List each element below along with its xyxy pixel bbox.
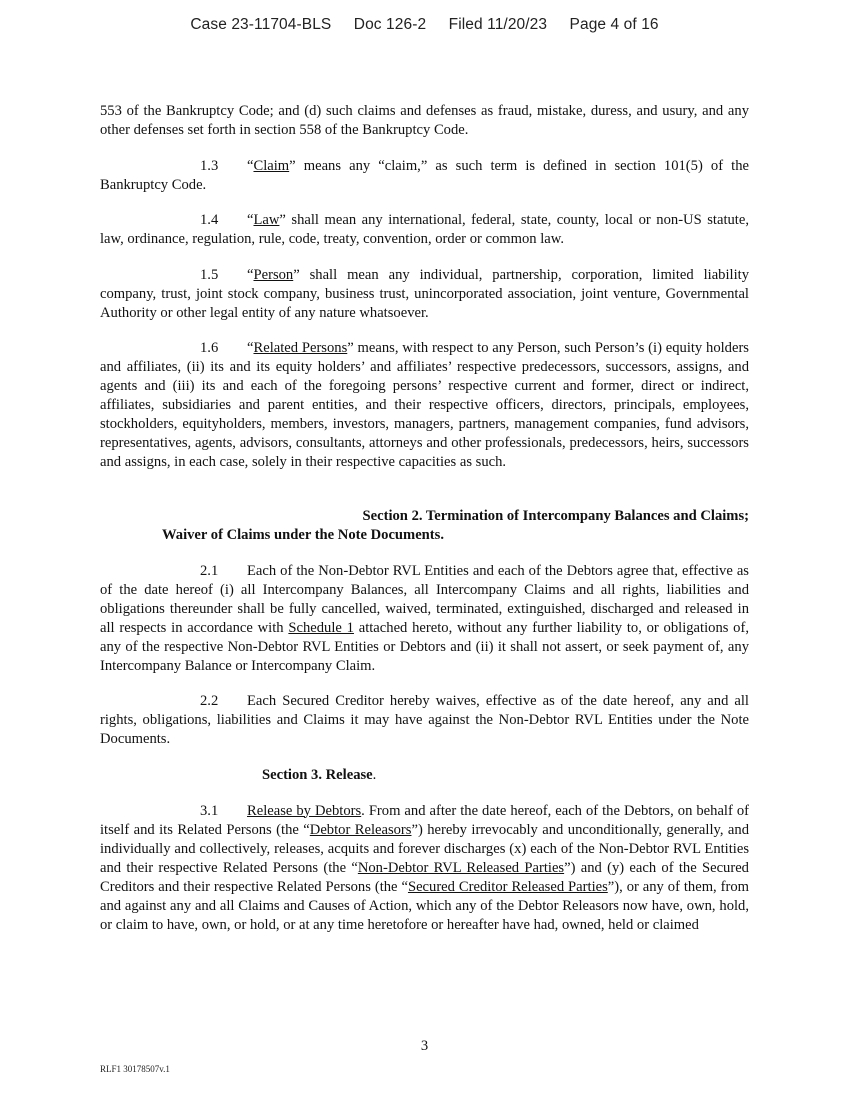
clause-number: 2.1 (200, 562, 219, 579)
clause-2-2: 2.2 Each Secured Creditor hereby waives, effective as of the date hereof, any and all rights, obligations, liabilities and Claims it may have against the Non-Debtor RVL Entities under the Note Documents. (100, 693, 749, 747)
section-2-heading: Section 2. Termination of Intercompany Balances and Claims; Waiver of Claims under the Note Documents. (162, 508, 749, 543)
schedule-reference: Schedule 1 (288, 619, 354, 636)
document-id: RLF1 30178507v.1 (100, 1064, 170, 1074)
clause-number: 1.3 (200, 157, 219, 174)
court-filing-header (0, 16, 849, 34)
filed-date: Filed 11/20/23 (448, 16, 548, 33)
definition-1-3: 1.3 “Claim” means any “claim,” as such term is defined in section 101(5) of the Bankruptcy Code. (100, 157, 749, 193)
defined-term: Secured Creditor Released Parties (407, 878, 608, 895)
definition-1-4: 1.4 “Law” shall mean any international, federal, state, county, local or non-US statute, law, ordinance, regulation, rule, code, treaty, convention, order or common law. (100, 212, 749, 247)
clause-2-1: 2.1 Each of the Non-Debtor RVL Entities and each of the Debtors agree that, effective as of the date hereof (i) all Intercompany Balances, all Intercompany Claims and all rights, liabilities and obligations thereunder shall be fully cancelled, waived, terminated, extinguished, discharged and released in all respects in accordance with Schedule 1 attached hereto, without any further liability to, or obligations of, any of the respective Non-Debtor RVL Entities or Debtors and (ii) it shall not assert, or seek payment of, any Intercompany Balance or Intercompany Claim. (100, 562, 749, 674)
clause-heading: Release by Debtors (247, 802, 362, 819)
page-indicator: Page 4 of 16 (569, 16, 659, 33)
page-number: 3 (420, 1038, 429, 1054)
definition-1-5: 1.5 “Person” shall mean any individual, partnership, corporation, limited liability company, trust, joint stock company, business trust, unincorporated association, joint venture, Governmental Authority or other legal entity of any nature whatsoever. (100, 266, 749, 321)
defined-term: Related Persons (253, 340, 348, 356)
definition-1-6: 1.6 “Related Persons” means, with respect to any Person, such Person’s (i) equity holders and affiliates, (ii) its and its equity holders’ and affiliates’ respective predecessors, successors, assigns, and agents and (iii) its and each of the foregoing persons’ respective current and former, direct or indirect, affiliates, subsidiaries and parent entities, and their respective officers, directors, principals, employees, stockholders, equityholders, members, investors, managers, partners, management companies, fund advisors, representatives, agents, advisors, consultants, attorneys and other professionals, predecessors, heirs, successors and assigns, in each case, solely in their respective capacities as such. (100, 340, 749, 470)
clause-number: 1.6 (200, 340, 219, 356)
defined-term: Law (253, 212, 280, 228)
case-number: Case 23-11704-BLS (190, 16, 332, 33)
doc-number: Doc 126-2 (353, 16, 427, 33)
defined-term: Non-Debtor RVL Released Parties (357, 859, 565, 876)
clause-number: 2.2 (200, 693, 219, 709)
defined-term: Claim (253, 157, 290, 174)
document-body (100, 102, 749, 935)
clause-number: 1.5 (200, 266, 219, 283)
intro-paragraph: 553 of the Bankruptcy Code; and (d) such claims and defenses as fraud, mistake, duress, and usury, and any other defenses set forth in section 558 of the Bankruptcy Code. (100, 103, 749, 138)
clause-number: 1.4 (200, 212, 219, 228)
defined-term: Debtor Releasors (309, 821, 412, 838)
clause-3-1: 3.1 Release by Debtors. From and after the date hereof, each of the Debtors, on behalf of itself and its Related Persons (the “Debtor Releasors”) hereby irrevocably and unconditionally, generally, and individually and collectively, releases, acquits and forever discharges (x) each of the Non-Debtor RVL Entities and their respective Related Persons (the “Non-Debtor RVL Released Parties”) and (y) each of the Secured Creditors and their respective Related Persons (the “Secured Creditor Released Parties”), or any of them, from and against any and all Claims and Causes of Action, which any of the Debtor Releasors now have, own, hold, or claim to have, own, or hold, or at any time heretofore or hereafter have had, owned, held or claimed (100, 802, 750, 933)
defined-term: Person (253, 266, 294, 283)
clause-number: 3.1 (200, 802, 219, 819)
section-3-heading: Section 3. Release. (262, 767, 377, 783)
